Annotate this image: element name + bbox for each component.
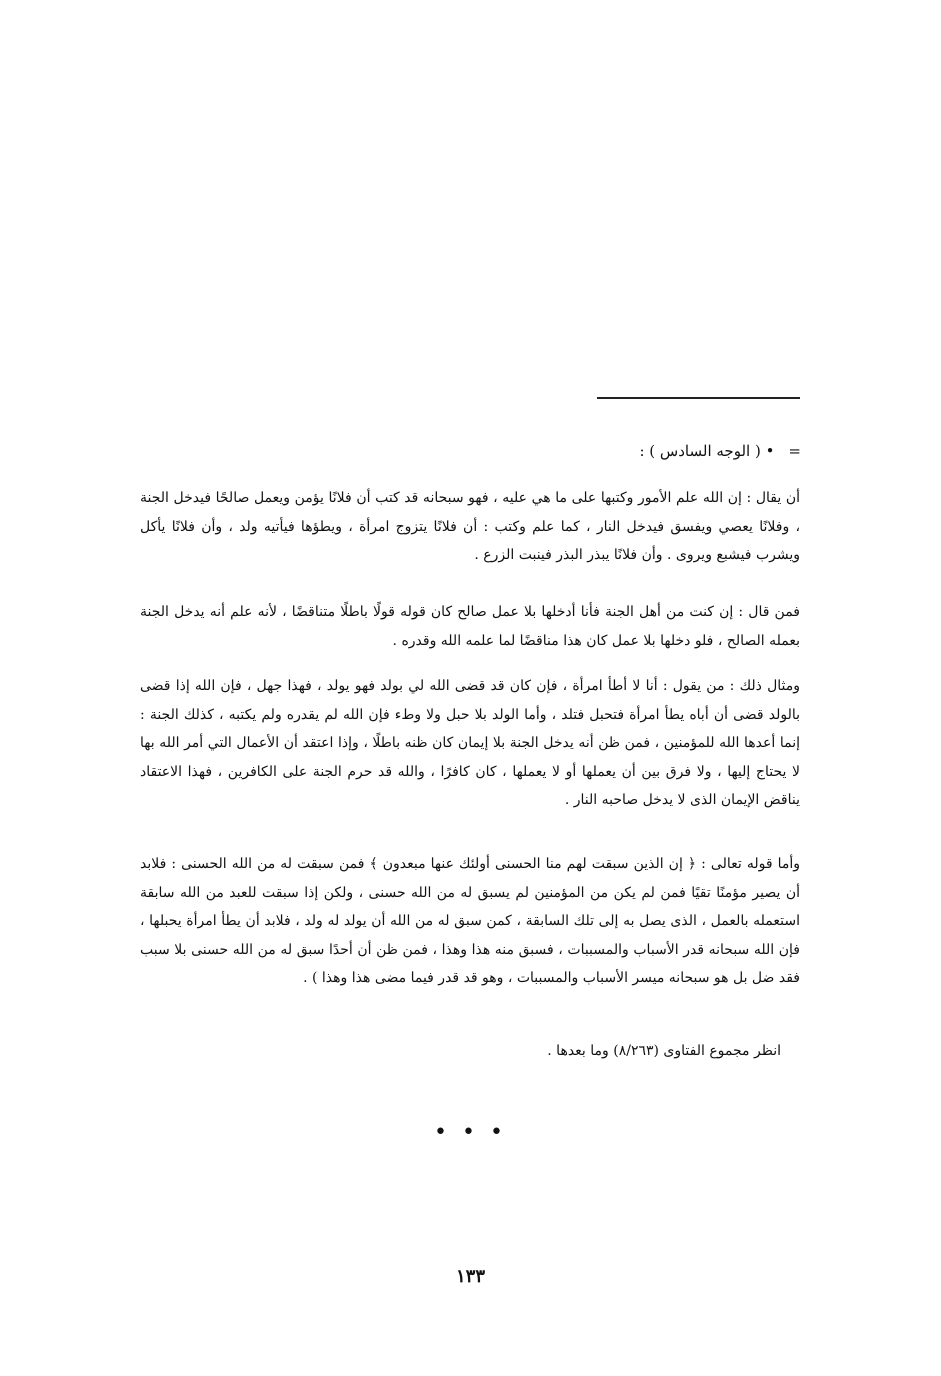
section-heading-title: • ( الوجه السادس ) : [639, 442, 775, 460]
paragraph-1: أن يقال : إن الله علم الأمور وكتبها على ما هي عليه ، فهو سبحانه قد كتب أن فلانًا يؤمن ويعمل صالحًا فيدخل الجنة ، وفلانًا يعصي ويفسق فيدخل النار ، كما علم وكتب : أن فلانًا يتزوج امرأة ، ويطؤها فيأتيه ولد ، وأن فلانًا يأكل ويشرب فيشبع ويروى . وأن فلانًا يبذر البذر فينبت الزرع . [140, 490, 800, 563]
continuation-marker: = [788, 442, 801, 460]
paragraph-4: وأما قوله تعالى : ﴿ إن الذين سبقت لهم منا الحسنى أولئك عنها مبعدون ﴾ فمن سبقت له من الله الحسنى : فلابد أن يصير مؤمنًا تقيًا فمن لم يكن من المؤمنين لم يسبق له من الله حسنى ، ولكن إذا سبقت للعبد من الله سابقة استعمله بالعمل ، الذى يصل به إلى تلك السابقة ، كمن سبق له من الله أن يولد له ولد ، فلابد أن يطأ امرأة يحبلها ، فإن الله سبحانه قدر الأسباب والمسببات ، فسبق منه هذا وهذا ، فمن ظن أن أحدًا سبق له من الله حسنى بلا سبب فقد ضل بل هو سبحانه ميسر الأسباب والمسببات ، وهو قد قدر فيما مضى هذا وهذا ) . [140, 856, 800, 986]
footnote-separator-rule [597, 397, 800, 399]
page-number: ١٣٣ [455, 1266, 485, 1287]
paragraph-3: ومثال ذلك : من يقول : أنا لا أطأ امرأة ، فإن كان قد قضى الله لي بولد فهو يولد ، فهذا جهل ، فإن الله إذا قضى بالولد قضى أن أباه يطأ امرأة فتحبل فتلد ، وأما الولد بلا حبل ولا وطء فإن الله لم يقدره ولم يكتبه ، كذلك الجنة : إنما أعدها الله للمؤمنين ، فمن ظن أنه يدخل الجنة بلا إيمان كان ظنه باطلًا ، وإذا اعتقد أن الأعمال التي أمر الله بها لا يحتاج إليها ، ولا فرق بين أن يعملها أو لا يعملها ، كان كافرًا ، والله قد حرم الجنة على الكافرين ، فهذا الاعتقاد يناقض الإيمان الذى لا يدخل صاحبه النار . [140, 678, 800, 808]
source-reference: انظر مجموع الفتاوى (٨/٢٦٣) وما بعدها . [547, 1043, 781, 1059]
paragraph-2: فمن قال : إن كنت من أهل الجنة فأنا أدخلها بلا عمل صالح كان قوله قولًا باطلًا متناقضًا ، لأنه علم أنه يدخل الجنة بعمله الصالح ، فلو دخلها بلا عمل كان هذا مناقضًا لما علمه الله وقدره . [140, 604, 800, 649]
section-separator-dots: • • • [434, 1120, 507, 1145]
section-heading [141, 438, 801, 464]
